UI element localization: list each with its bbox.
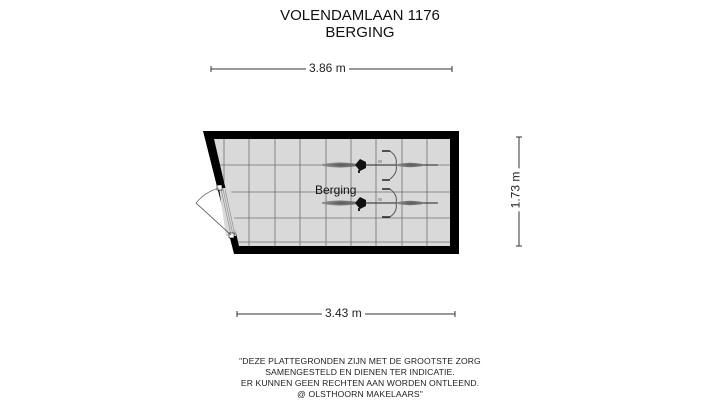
disclaimer-line: ER KUNNEN GEEN RECHTEN AAN WORDEN ONTLEEND. [240, 378, 480, 388]
floor-name: BERGING [325, 24, 395, 41]
door-swing-icon [196, 185, 236, 238]
room-label-berging: Berging [315, 183, 357, 197]
dimension-right-label: 1.73 m [508, 169, 522, 212]
dimension-bottom-label: 3.43 m [322, 306, 365, 320]
dimension-top-label: 3.86 m [306, 61, 349, 75]
property-address: VOLENDAMLAAN 1176 [280, 7, 440, 24]
disclaimer-line: SAMENGESTELD EN DIENEN TER INDICATIE. [265, 367, 455, 377]
disclaimer-line: "DEZE PLATTEGRONDEN ZIJN MET DE GROOTSTE ZORG [239, 356, 481, 366]
disclaimer-line: @ OLSTHOORN MAKELAARS" [297, 389, 423, 399]
disclaimer [0, 356, 720, 400]
